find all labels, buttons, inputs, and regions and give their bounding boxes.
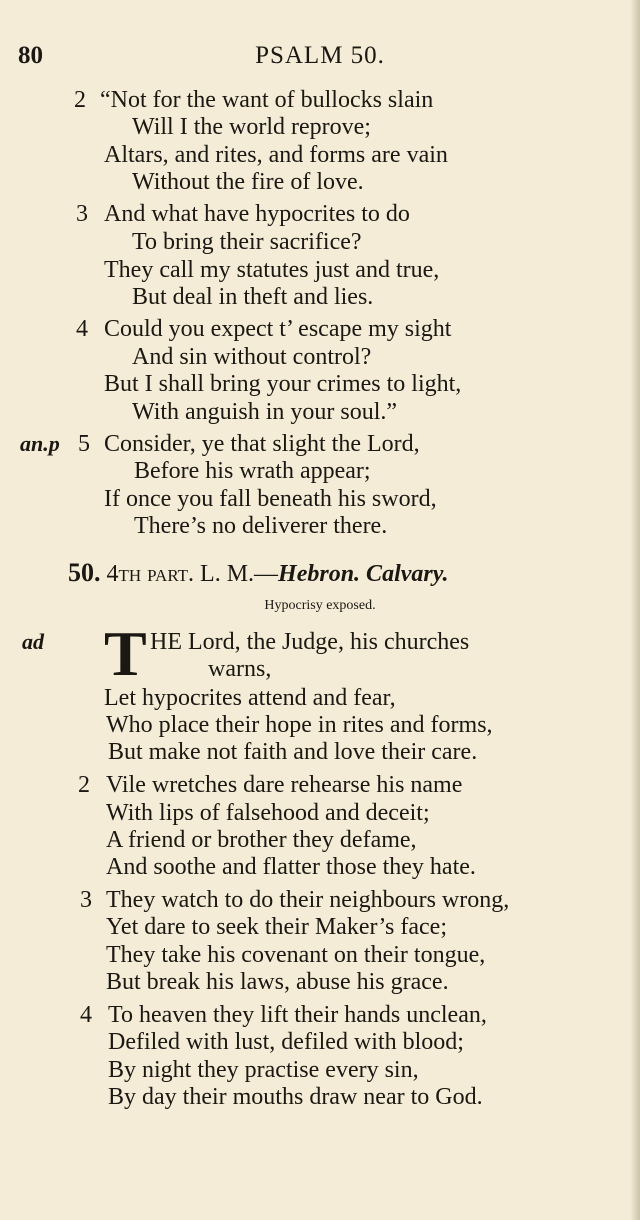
verse-line: With lips of falsehood and deceit; <box>106 800 430 826</box>
margin-note: an.p <box>20 431 60 456</box>
drop-cap: T <box>104 618 147 689</box>
margin-note: ad <box>22 629 44 654</box>
verse-line: By day their mouths draw near to God. <box>108 1084 483 1110</box>
hymn-tunes: Hebron. Calvary. <box>278 561 449 587</box>
verse-line: Who place their hope in rites and forms, <box>106 712 493 738</box>
verse-line: But I shall bring your crimes to light, <box>104 371 462 397</box>
verse-line: And sin without control? <box>132 344 372 370</box>
verse-line: Will I the world reprove; <box>132 114 371 140</box>
verse-line: A friend or brother they defame, <box>106 827 417 853</box>
stanza-number: 3 <box>80 887 92 913</box>
verse-line: They watch to do their neighbours wrong, <box>106 887 510 913</box>
stanza-number: 4 <box>80 1002 92 1028</box>
verse-line: But break his laws, abuse his grace. <box>106 969 449 995</box>
page-number: 80 <box>18 42 43 69</box>
verse-line: But deal in theft and lies. <box>132 284 374 310</box>
verse-line: Vile wretches dare rehearse his name <box>106 772 463 798</box>
hymn-subtitle: Hypocrisy exposed. <box>264 598 376 613</box>
hymn-meter: L. M.— <box>200 561 279 587</box>
verse-line: With anguish in your soul.” <box>132 399 398 425</box>
stanza-number: 5 <box>78 431 90 457</box>
page-header <box>0 42 640 78</box>
hymn-number: 50. <box>68 558 101 587</box>
verse-line: And what have hypocrites to do <box>104 201 410 227</box>
verse-line: They take his covenant on their tongue, <box>106 942 486 968</box>
hymn-heading <box>68 558 448 589</box>
verse-line: Defiled with lust, defiled with blood; <box>108 1029 464 1055</box>
verse-line: To bring their sacrifice? <box>132 229 362 255</box>
stanza-number: 4 <box>76 316 88 342</box>
verse-line: Yet dare to seek their Maker’s face; <box>106 914 447 940</box>
verse-line: Could you expect t’ escape my sight <box>104 316 452 342</box>
verse-line: And soothe and flatter those they hate. <box>106 854 476 880</box>
verse-line: To heaven they lift their hands unclean, <box>108 1002 487 1028</box>
hymn-part: 4th part. <box>106 561 195 587</box>
verse-line: Consider, ye that slight the Lord, <box>104 431 420 457</box>
verse-line: They call my statutes just and true, <box>104 257 440 283</box>
verse-line: warns, <box>208 656 272 682</box>
verse-line: But make not faith and love their care. <box>108 739 478 765</box>
verse-line: “Not for the want of bullocks slain <box>100 87 434 113</box>
stanza-number: 2 <box>74 87 86 113</box>
verse-line: By night they practise every sin, <box>108 1057 419 1083</box>
verse-line: Altars, and rites, and forms are vain <box>104 142 448 168</box>
verse-line: Before his wrath appear; <box>134 458 371 484</box>
verse-line: HE Lord, the Judge, his churches <box>150 629 470 655</box>
verse-line: There’s no deliverer there. <box>134 513 388 539</box>
stanza-number: 3 <box>76 201 88 227</box>
running-head: PSALM 50. <box>255 42 385 69</box>
verse-line: If once you fall beneath his sword, <box>104 486 437 512</box>
verse-line: Let hypocrites attend and fear, <box>104 685 396 711</box>
stanza-number: 2 <box>78 772 90 798</box>
verse-line: Without the fire of love. <box>132 169 364 195</box>
